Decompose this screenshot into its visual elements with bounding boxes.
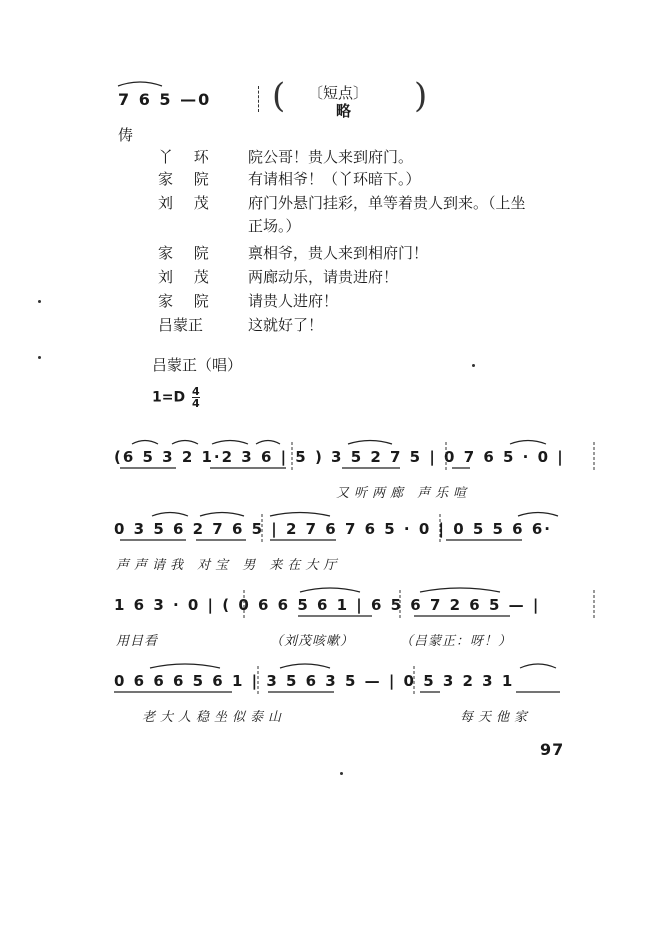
score-notes: 0 3 5 6 2 7 6 5 | 2 7 6 7 6 5 · 0 | 0 5 5 6 6· [114, 520, 552, 538]
score-lyrics: 声声请我 对宝 男 来在大厅 [116, 558, 342, 573]
key-label: 1=D [152, 389, 186, 406]
speck [38, 300, 41, 303]
dialogue-line: 这就好了！ [248, 316, 324, 334]
dialogue-speaker: 刘 茂 [158, 194, 217, 212]
score-lyrics: 用目看 [116, 634, 159, 649]
speck [340, 772, 343, 775]
dialogue-line: 正场。） [248, 217, 301, 235]
score-notes: (6 5 3 2 1·2 3 6 | 5 ) 3 5 2 7 5 | 0 7 6 5 · 0 | [114, 448, 565, 466]
intro-char: 俦 [118, 126, 134, 144]
dialogue-speaker: 丫 环 [158, 148, 217, 166]
score-lyrics: 每天他家 [460, 710, 533, 725]
dialogue-line: 禀相爷，贵人来到相府门！ [248, 244, 429, 262]
dialogue-speaker: 吕蒙正 [158, 316, 204, 334]
bracket-bottom: 略 [336, 102, 352, 120]
singer-label: 吕蒙正（唱） [152, 356, 243, 374]
score-aside: （吕蒙正：呀！） [400, 634, 513, 649]
score-aside: （刘茂咳嗽） [270, 634, 355, 649]
time-sig-top: 4 [191, 385, 200, 398]
close-paren: ) [414, 76, 428, 116]
speck [38, 356, 41, 359]
score-lyrics: 老大人稳坐似泰山 [142, 710, 287, 725]
score-notes: 1 6 3 · 0 | ( 0 6 6 5 6 1 | 6 5 6 7 2 6 5 — | [114, 596, 541, 614]
dialogue-speaker: 家 院 [158, 244, 217, 262]
dialogue-line: 有请相爷！（丫环暗下。） [248, 170, 421, 188]
dialogue-line: 院公哥！贵人来到府门。 [248, 148, 414, 166]
time-sig-bottom: 4 [191, 397, 200, 410]
open-paren: ( [272, 76, 286, 116]
score-lyrics: 又听两廊 声乐喧 [336, 486, 472, 501]
speck [472, 364, 475, 367]
dialogue-speaker: 家 院 [158, 292, 217, 310]
score-notes: 0 6 6 6 5 6 1 | 3 5 6 3 5 — | 0 5 3 2 3 1 [114, 672, 515, 690]
dialogue-speaker: 刘 茂 [158, 268, 217, 286]
intro-notes: 7 6 5 —0 [118, 90, 212, 109]
bracket-top: 〔短点〕 [308, 84, 369, 102]
page-number: 97 [540, 740, 565, 759]
dialogue-line: 两廊动乐，请贵进府！ [248, 268, 399, 286]
dialogue-line: 府门外悬门挂彩，单等着贵人到来。（上坐 [248, 194, 526, 212]
dialogue-speaker: 家 院 [158, 170, 217, 188]
dialogue-line: 请贵人进府！ [248, 292, 339, 310]
